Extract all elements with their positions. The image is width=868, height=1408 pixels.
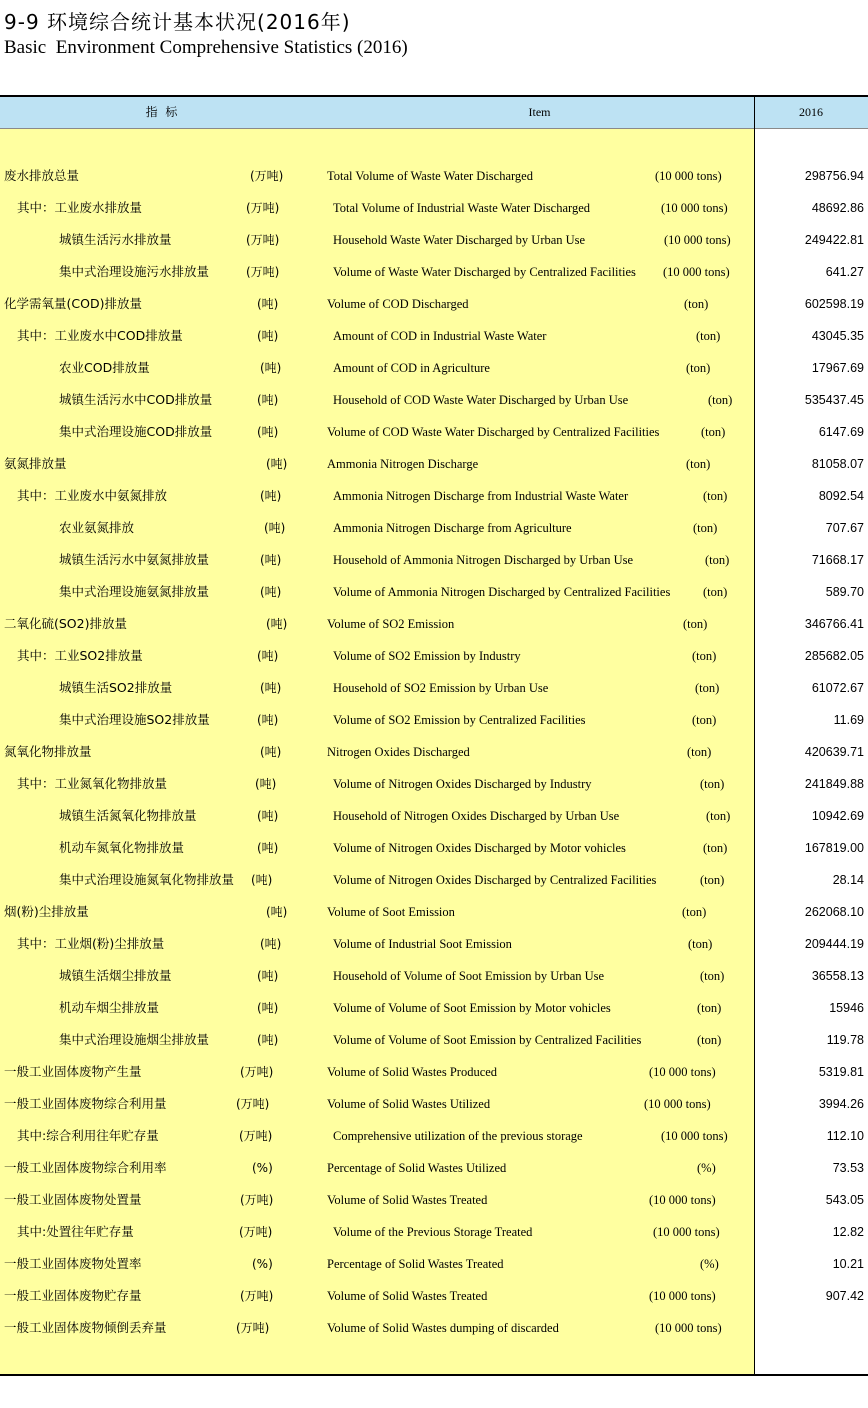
value-2016: 17967.69 <box>811 361 864 375</box>
unit-en: (ton) <box>693 521 718 535</box>
item-en: Household of Ammonia Nitrogen Discharged by Urban Use <box>333 553 634 567</box>
value-2016: 298756.94 <box>804 169 864 183</box>
indicator-cn: 城镇生活烟尘排放量 <box>59 968 172 983</box>
indicator-cn: 一般工业固体废物处置量 <box>4 1192 142 1207</box>
item-en: Ammonia Nitrogen Discharge from Agriculture <box>333 521 572 535</box>
value-2016: 5319.81 <box>818 1065 864 1079</box>
item-en: Volume of Volume of Soot Emission by Motor vohicles <box>333 1001 611 1015</box>
item-en: Volume of COD Waste Water Discharged by Centralized Facilities <box>327 425 660 439</box>
indicator-cn: 城镇生活污水中氨氮排放量 <box>59 552 210 567</box>
unit-cn: (吨) <box>257 393 279 407</box>
table-row <box>0 288 868 320</box>
value-2016: 10942.69 <box>811 809 864 823</box>
indicator-cn: 集中式治理设施SO2排放量 <box>59 712 210 727</box>
item-en: Volume of Nitrogen Oxides Discharged by Industry <box>333 777 592 791</box>
indicator-cn: 其中：工业烟(粉)尘排放量 <box>17 936 165 951</box>
table-row <box>0 384 868 416</box>
value-2016: 10.21 <box>832 1257 864 1271</box>
indicator-cn: 农业氨氮排放 <box>59 520 135 535</box>
item-en: Volume of COD Discharged <box>327 297 469 311</box>
indicator-cn: 其中：工业氮氧化物排放量 <box>17 776 168 791</box>
unit-en: (ton) <box>701 425 726 439</box>
item-en: Total Volume of Industrial Waste Water Discharged <box>333 201 591 215</box>
item-en: Volume of Ammonia Nitrogen Discharged by Centralized Facilities <box>333 585 671 599</box>
unit-cn: (吨) <box>260 937 282 951</box>
item-en: Household Waste Water Discharged by Urban Use <box>333 233 586 247</box>
value-2016: 28.14 <box>832 873 864 887</box>
value-2016: 535437.45 <box>804 393 864 407</box>
value-2016: 43045.35 <box>811 329 864 343</box>
value-2016: 262068.10 <box>804 905 864 919</box>
item-en: Volume of Solid Wastes Treated <box>327 1193 488 1207</box>
unit-en: (ton) <box>703 585 728 599</box>
statistics-table <box>0 95 868 1376</box>
value-2016: 8092.54 <box>818 489 864 503</box>
unit-en: (10 000 tons) <box>655 169 722 183</box>
unit-en: (ton) <box>708 393 733 407</box>
unit-cn: (吨) <box>257 1033 279 1047</box>
unit-cn: (吨) <box>257 809 279 823</box>
unit-en: (ton) <box>695 681 720 695</box>
indicator-cn: 化学需氧量(COD)排放量 <box>4 296 142 311</box>
item-en: Comprehensive utilization of the previous storage <box>333 1129 583 1143</box>
table-row <box>0 800 868 832</box>
unit-en: (ton) <box>682 905 707 919</box>
table-row <box>0 672 868 704</box>
unit-en: (ton) <box>703 841 728 855</box>
table-row <box>0 1312 868 1344</box>
header-indicator: 指 标 <box>145 105 180 119</box>
table-row <box>0 608 868 640</box>
unit-cn: (吨) <box>264 521 286 535</box>
unit-en: (10 000 tons) <box>649 1289 716 1303</box>
unit-cn: (吨) <box>260 553 282 567</box>
unit-cn: (吨) <box>251 873 273 887</box>
unit-cn: (吨) <box>260 585 282 599</box>
table-row <box>0 960 868 992</box>
value-2016: 48692.86 <box>811 201 864 215</box>
value-2016: 285682.05 <box>804 649 864 663</box>
table-row <box>0 928 868 960</box>
indicator-cn: 其中：工业废水排放量 <box>17 200 143 215</box>
table-row <box>0 832 868 864</box>
indicator-cn: 二氧化硫(SO2)排放量 <box>4 616 127 631</box>
unit-cn: (吨) <box>257 841 279 855</box>
value-2016: 249422.81 <box>804 233 864 247</box>
indicator-cn: 其中:处置往年贮存量 <box>17 1224 134 1239</box>
item-en: Amount of COD in Industrial Waste Water <box>333 329 547 343</box>
unit-cn: (万吨) <box>240 1289 274 1303</box>
unit-cn: (吨) <box>266 905 288 919</box>
unit-en: (10 000 tons) <box>664 233 731 247</box>
value-2016: 71668.17 <box>811 553 864 567</box>
indicator-cn: 机动车烟尘排放量 <box>59 1000 160 1015</box>
item-en: Volume of the Previous Storage Treated <box>333 1225 533 1239</box>
item-en: Volume of SO2 Emission by Centralized Facilities <box>333 713 586 727</box>
table-row <box>0 1120 868 1152</box>
unit-en: (10 000 tons) <box>649 1065 716 1079</box>
unit-cn: (吨) <box>260 745 282 759</box>
table-row <box>0 480 868 512</box>
indicator-cn: 城镇生活污水中COD排放量 <box>59 392 213 407</box>
unit-en: (%) <box>700 1257 719 1271</box>
item-en: Volume of Solid Wastes dumping of discarded <box>327 1321 559 1335</box>
unit-cn: (%) <box>252 1257 273 1271</box>
item-en: Amount of COD in Agriculture <box>333 361 490 375</box>
table-header <box>0 97 868 129</box>
unit-cn: (吨) <box>257 425 279 439</box>
table-row <box>0 992 868 1024</box>
unit-en: (ton) <box>697 1033 722 1047</box>
table-row <box>0 512 868 544</box>
page-title-english: Basic Environment Comprehensive Statistics (2016) <box>4 37 408 58</box>
unit-cn: (吨) <box>257 713 279 727</box>
item-en: Percentage of Solid Wastes Treated <box>327 1257 504 1271</box>
unit-cn: (万吨) <box>250 169 284 183</box>
indicator-cn: 一般工业固体废物倾倒丢弃量 <box>4 1320 167 1335</box>
unit-en: (ton) <box>683 617 708 631</box>
table-row <box>0 256 868 288</box>
unit-cn: (万吨) <box>236 1321 270 1335</box>
value-2016: 641.27 <box>825 265 864 279</box>
item-en: Household of Nitrogen Oxides Discharged by Urban Use <box>333 809 620 823</box>
item-en: Volume of Solid Wastes Utilized <box>327 1097 491 1111</box>
unit-en: (ton) <box>700 873 725 887</box>
item-en: Volume of Solid Wastes Produced <box>327 1065 498 1079</box>
unit-cn: (吨) <box>257 649 279 663</box>
table-row <box>0 352 868 384</box>
table-row <box>0 896 868 928</box>
item-en: Volume of SO2 Emission by Industry <box>333 649 521 663</box>
value-2016: 15946 <box>829 1001 864 1015</box>
indicator-cn: 集中式治理设施氮氧化物排放量 <box>59 872 235 887</box>
indicator-cn: 其中：工业SO2排放量 <box>17 648 143 663</box>
unit-en: (ton) <box>700 777 725 791</box>
item-en: Volume of Nitrogen Oxides Discharged by Centralized Facilities <box>333 873 657 887</box>
unit-cn: (吨) <box>257 969 279 983</box>
item-en: Household of COD Waste Water Discharged by Urban Use <box>333 393 629 407</box>
item-en: Volume of SO2 Emission <box>327 617 455 631</box>
header-item: Item <box>528 105 551 119</box>
table-row <box>0 1248 868 1280</box>
value-2016: 6147.69 <box>818 425 864 439</box>
item-en: Total Volume of Waste Water Discharged <box>327 169 533 183</box>
unit-cn: (吨) <box>257 329 279 343</box>
indicator-cn: 废水排放总量 <box>4 168 80 183</box>
indicator-cn: 集中式治理设施COD排放量 <box>59 424 213 439</box>
value-2016: 589.70 <box>825 585 864 599</box>
unit-en: (10 000 tons) <box>649 1193 716 1207</box>
table-row <box>0 704 868 736</box>
unit-en: (ton) <box>696 329 721 343</box>
item-en: Volume of Soot Emission <box>327 905 455 919</box>
unit-cn: (万吨) <box>240 1193 274 1207</box>
unit-cn: (万吨) <box>246 233 280 247</box>
unit-en: (ton) <box>692 649 717 663</box>
table-row <box>0 224 868 256</box>
unit-en: (ton) <box>700 969 725 983</box>
unit-en: (10 000 tons) <box>644 1097 711 1111</box>
item-en: Volume of Industrial Soot Emission <box>333 937 512 951</box>
value-2016: 119.78 <box>826 1033 864 1047</box>
unit-en: (%) <box>697 1161 716 1175</box>
page-title-chinese: 9-9 环境综合统计基本状况(2016年) <box>4 10 351 34</box>
table-row <box>0 576 868 608</box>
item-en: Nitrogen Oxides Discharged <box>327 745 470 759</box>
unit-cn: (万吨) <box>246 201 280 215</box>
table-row <box>0 736 868 768</box>
table-row <box>0 320 868 352</box>
unit-cn: (吨) <box>255 777 277 791</box>
table-row <box>0 160 868 192</box>
indicator-cn: 其中:综合利用往年贮存量 <box>17 1128 159 1143</box>
unit-en: (ton) <box>686 361 711 375</box>
indicator-cn: 一般工业固体废物综合利用量 <box>4 1096 167 1111</box>
value-2016: 73.53 <box>832 1161 864 1175</box>
item-en: Volume of Solid Wastes Treated <box>327 1289 488 1303</box>
value-2016: 543.05 <box>825 1193 864 1207</box>
indicator-cn: 一般工业固体废物贮存量 <box>4 1288 142 1303</box>
item-en: Household of SO2 Emission by Urban Use <box>333 681 549 695</box>
indicator-cn: 城镇生活污水排放量 <box>59 232 172 247</box>
unit-en: (ton) <box>686 457 711 471</box>
unit-en: (10 000 tons) <box>663 265 730 279</box>
value-2016: 167819.00 <box>804 841 864 855</box>
item-en: Ammonia Nitrogen Discharge <box>327 457 479 471</box>
unit-en: (ton) <box>706 809 731 823</box>
unit-cn: (万吨) <box>246 265 280 279</box>
table-row <box>0 640 868 672</box>
table-row <box>0 1024 868 1056</box>
unit-cn: (吨) <box>260 361 282 375</box>
unit-en: (10 000 tons) <box>655 1321 722 1335</box>
item-en: Percentage of Solid Wastes Utilized <box>327 1161 507 1175</box>
item-en: Household of Volume of Soot Emission by Urban Use <box>333 969 605 983</box>
unit-cn: (吨) <box>257 297 279 311</box>
value-2016: 3994.26 <box>818 1097 864 1111</box>
indicator-cn: 集中式治理设施污水排放量 <box>59 264 210 279</box>
unit-cn: (%) <box>252 1161 273 1175</box>
unit-cn: (万吨) <box>240 1065 274 1079</box>
unit-en: (ton) <box>684 297 709 311</box>
unit-en: (ton) <box>687 745 712 759</box>
unit-cn: (吨) <box>266 617 288 631</box>
value-2016: 11.69 <box>833 713 864 727</box>
indicator-cn: 城镇生活氮氧化物排放量 <box>59 808 197 823</box>
table-row <box>0 448 868 480</box>
unit-en: (ton) <box>703 489 728 503</box>
value-2016: 346766.41 <box>804 617 864 631</box>
unit-en: (ton) <box>692 713 717 727</box>
indicator-cn: 氮氧化物排放量 <box>4 744 92 759</box>
table-row <box>0 416 868 448</box>
indicator-cn: 机动车氮氧化物排放量 <box>59 840 185 855</box>
indicator-cn: 氨氮排放量 <box>4 456 67 471</box>
item-en: Volume of Nitrogen Oxides Discharged by Motor vohicles <box>333 841 626 855</box>
item-en: Volume of Waste Water Discharged by Centralized Facilities <box>333 265 636 279</box>
table-row <box>0 1184 868 1216</box>
value-2016: 36558.13 <box>811 969 864 983</box>
unit-en: (10 000 tons) <box>661 201 728 215</box>
item-en: Volume of Volume of Soot Emission by Centralized Facilities <box>333 1033 642 1047</box>
indicator-cn: 其中：工业废水中COD排放量 <box>17 328 183 343</box>
item-en: Ammonia Nitrogen Discharge from Industrial Waste Water <box>333 489 629 503</box>
unit-en: (ton) <box>697 1001 722 1015</box>
value-2016: 81058.07 <box>811 457 864 471</box>
indicator-cn: 城镇生活SO2排放量 <box>59 680 173 695</box>
value-2016: 241849.88 <box>804 777 864 791</box>
indicator-cn: 一般工业固体废物产生量 <box>4 1064 142 1079</box>
value-2016: 12.82 <box>832 1225 864 1239</box>
indicator-cn: 集中式治理设施烟尘排放量 <box>59 1032 210 1047</box>
table-row <box>0 1056 868 1088</box>
unit-en: (ton) <box>688 937 713 951</box>
value-2016: 112.10 <box>826 1129 864 1143</box>
table-row <box>0 768 868 800</box>
table-row <box>0 1088 868 1120</box>
unit-cn: (万吨) <box>239 1225 273 1239</box>
indicator-cn: 一般工业固体废物处置率 <box>4 1256 142 1271</box>
table-row <box>0 1152 868 1184</box>
value-2016: 602598.19 <box>804 297 864 311</box>
table-row <box>0 864 868 896</box>
value-2016: 61072.67 <box>811 681 864 695</box>
unit-cn: (万吨) <box>239 1129 273 1143</box>
table-row <box>0 1216 868 1248</box>
indicator-cn: 其中：工业废水中氨氮排放 <box>17 488 168 503</box>
table-row <box>0 192 868 224</box>
value-2016: 420639.71 <box>804 745 864 759</box>
indicator-cn: 集中式治理设施氨氮排放量 <box>59 584 210 599</box>
unit-cn: (吨) <box>260 489 282 503</box>
table-row <box>0 1280 868 1312</box>
unit-en: (10 000 tons) <box>661 1129 728 1143</box>
value-2016: 707.67 <box>825 521 864 535</box>
unit-cn: (万吨) <box>236 1097 270 1111</box>
unit-en: (ton) <box>705 553 730 567</box>
value-2016: 907.42 <box>825 1289 864 1303</box>
indicator-cn: 农业COD排放量 <box>59 360 150 375</box>
unit-cn: (吨) <box>257 1001 279 1015</box>
table-row <box>0 544 868 576</box>
header-year: 2016 <box>799 105 823 119</box>
unit-cn: (吨) <box>266 457 288 471</box>
indicator-cn: 烟(粉)尘排放量 <box>4 904 89 919</box>
unit-en: (10 000 tons) <box>653 1225 720 1239</box>
value-2016: 209444.19 <box>804 937 864 951</box>
indicator-cn: 一般工业固体废物综合利用率 <box>4 1160 167 1175</box>
unit-cn: (吨) <box>260 681 282 695</box>
